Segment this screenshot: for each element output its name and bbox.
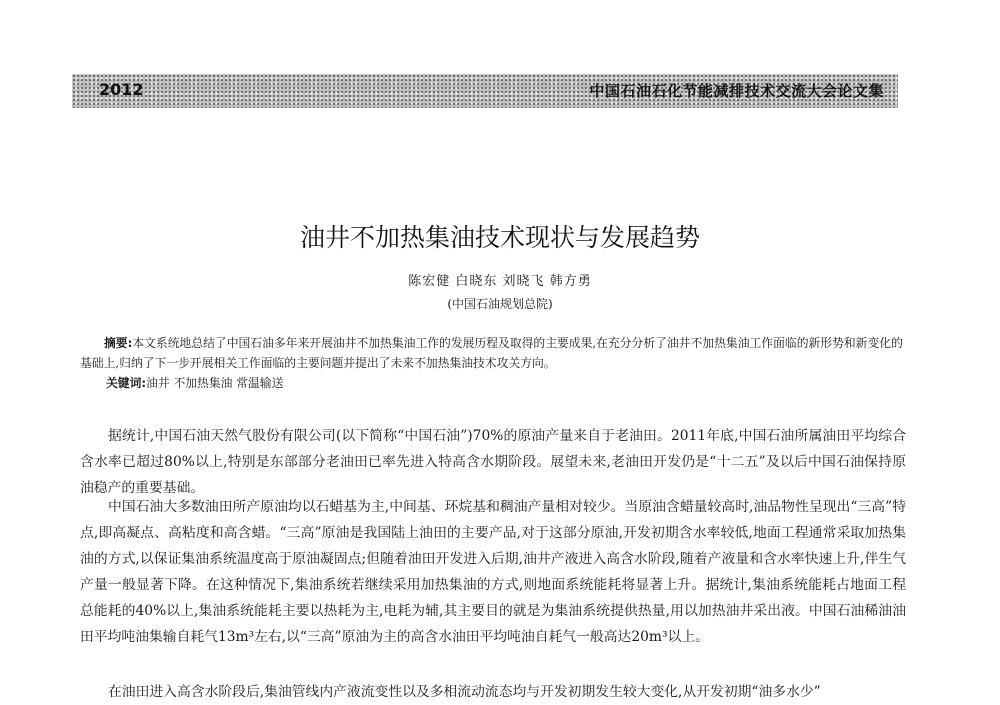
body-paragraph-2: 中国石油大多数油田所产原油均以石蜡基为主,中间基、环烷基和稠油产量相对较少。当原油含蜡量较高时,油品物性呈现出“三高”特点,即高凝点、高粘度和高含蜡。“三高”原油是我国陆上油田的主要产品,对于这部分原油,开发初期含水率较低,地面工程通常采取加热集油的方式,以保证集油系统温度高于原油凝固点;但随着油田开发进入后期,油井产液进入高含水阶段,随着产液量和含水率快速上升,伴生气产量一般显著下降。在这种情况下,集油系统若继续采用加热集油的方式,则地面系统能耗将显著上升。据统计,集油系统能耗占地面工程总能耗的40%以上,集油系统能耗主要以热耗为主,电耗为辅,其主要目的就是为集油系统提供热量,用以加热油井采出液。中国石油稀油油田平均吨油集输自耗气13m³左右,以“三高”原油为主的高含水油田平均吨油自耗气一般高达20m³以上。 xyxy=(80,499,906,645)
paper-title: 油井不加热集油技术现状与发展趋势 xyxy=(299,223,700,252)
abstract xyxy=(80,333,906,373)
keywords-label: 关键词: xyxy=(106,376,147,390)
paper-affiliation: (中国石油规划总院) xyxy=(447,297,553,311)
paper-authors: 陈宏健 白晓东 刘晓飞 韩方勇 xyxy=(408,274,592,289)
keywords-text: 油井 不加热集油 常温输送 xyxy=(146,376,284,390)
keywords xyxy=(106,373,283,393)
body-paragraph-3: 在油田进入高含水阶段后,集油管线内产液流变性以及多相流动流态均与开发初期发生较大变化,从开发初期“油多水少” xyxy=(108,684,821,700)
abstract-text: 本文系统地总结了中国石油多年来开展油井不加热集油工作的发展历程及取得的主要成果,在充分分析了油井不加热集油工作面临的新形势和新变化的基础上,归纳了下一步开展相关工作面临的主要问题并提出了未来不加热集油技术攻关方向。 xyxy=(80,336,903,370)
abstract-label: 摘要: xyxy=(104,336,133,350)
running-header-series: 中国石油石化节能减排技术交流大会论文集 xyxy=(589,82,884,100)
running-header-year: 2012 xyxy=(99,80,144,99)
body-paragraph-1: 据统计,中国石油天然气股份有限公司(以下简称“中国石油”)70%的原油产量来自于老油田。2011年底,中国石油所属油田平均综合含水率已超过80%以上,特别是东部部分老油田已率先进入特高含水期阶段。展望未来,老油田开发仍是“十二五”及以后中国石油保持原油稳产的重要基础。 xyxy=(80,428,906,496)
